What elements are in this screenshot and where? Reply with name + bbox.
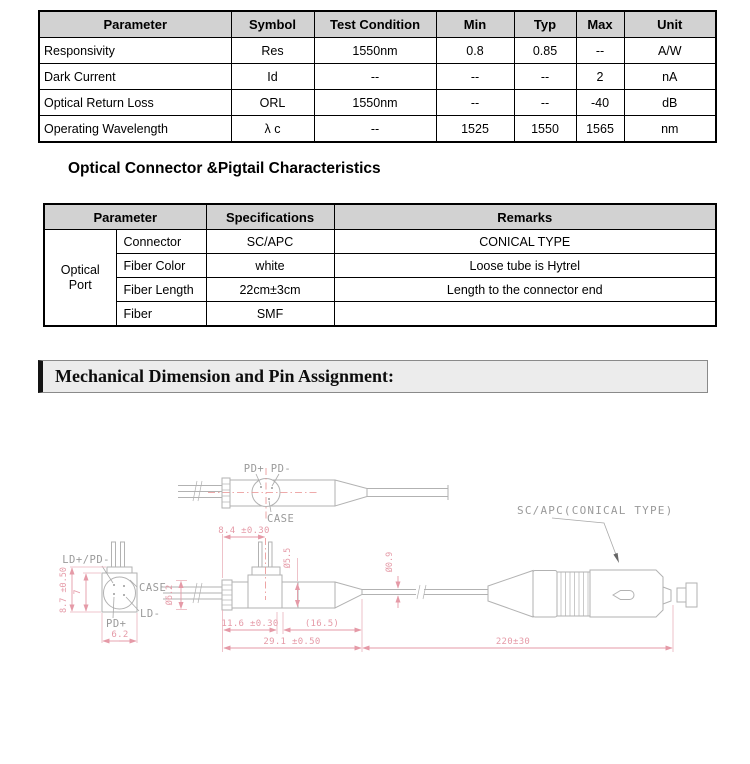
boot-taper <box>335 582 362 608</box>
pin <box>112 542 116 567</box>
device-body <box>230 480 335 506</box>
cell: -40 <box>576 90 624 116</box>
cell: Dark Current <box>39 64 231 90</box>
cell: white <box>206 254 334 278</box>
header-cell-max: Max <box>576 11 624 38</box>
ferrule-tip <box>663 587 671 604</box>
cell: Res <box>231 38 314 64</box>
cell: CONICAL TYPE <box>334 230 716 254</box>
strain-relief-ribs <box>557 572 590 616</box>
cell: 1565 <box>576 116 624 143</box>
dimension-end-height: 8.7 ±0.50 <box>59 566 69 614</box>
group-cell-optical-port: Optical Port <box>44 230 116 327</box>
pin-collar <box>107 567 132 573</box>
header-cell-parameter: Parameter <box>39 11 231 38</box>
cell: ORL <box>231 90 314 116</box>
header-cell-typ: Typ <box>514 11 576 38</box>
dust-cap-stem <box>677 588 686 602</box>
dimension-pin-offset: 8.4 ±0.30 <box>218 526 270 536</box>
table-row <box>44 278 716 302</box>
boot-collar <box>533 571 557 618</box>
cell: -- <box>314 116 436 143</box>
pin <box>121 542 125 567</box>
dimension-cable-length: 220±30 <box>495 637 531 647</box>
table-row <box>44 254 716 278</box>
cell: -- <box>514 64 576 90</box>
pin-label-ld-plus-pd-minus: LD+/PD- <box>62 554 110 566</box>
electro-optical-table <box>38 10 717 143</box>
sc-connector <box>488 504 697 617</box>
cell: Id <box>231 64 314 90</box>
cell: -- <box>436 64 514 90</box>
table-row <box>39 38 716 64</box>
mechanical-section-title: Mechanical Dimension and Pin Assignment: <box>38 360 708 393</box>
end-view <box>59 542 166 643</box>
cell: 1550nm <box>314 38 436 64</box>
cell: 22cm±3cm <box>206 278 334 302</box>
cell: 0.85 <box>514 38 576 64</box>
pin-label-pd-plus: PD+ <box>106 618 127 630</box>
cell: 1550 <box>514 116 576 143</box>
header-cell-test-condition: Test Condition <box>314 11 436 38</box>
cell: Responsivity <box>39 38 231 64</box>
cell: nA <box>624 64 716 90</box>
cell: nm <box>624 116 716 143</box>
table-row <box>39 90 716 116</box>
dimension-case-width: 6.2 <box>111 630 129 640</box>
top-view <box>178 463 448 525</box>
cell: -- <box>436 90 514 116</box>
lead-flange <box>222 478 230 508</box>
header-cell-parameter: Parameter <box>44 204 206 230</box>
cell: Fiber Color <box>116 254 206 278</box>
case-label: CASE <box>139 582 167 594</box>
cell: λ c <box>231 116 314 143</box>
cell: -- <box>314 64 436 90</box>
header-cell-specifications: Specifications <box>206 204 334 230</box>
pin <box>269 542 273 567</box>
connector-pigtail-table <box>43 203 717 327</box>
cell: 0.8 <box>436 38 514 64</box>
pin <box>259 542 263 567</box>
leader-arrowhead <box>613 553 619 563</box>
pin-label-pd-minus: PD- <box>270 463 292 475</box>
cell: -- <box>514 90 576 116</box>
pin-label-pd-plus: PD+ <box>243 463 265 475</box>
cell: Connector <box>116 230 206 254</box>
boot-taper <box>335 480 367 506</box>
dimension-flange-diameter: Ø6.2 <box>165 584 175 606</box>
dimension-fiber-diameter: Ø0.9 <box>385 551 395 573</box>
table-row <box>44 230 716 254</box>
header-cell-min: Min <box>436 11 514 38</box>
cell: 1550nm <box>314 90 436 116</box>
table-row <box>39 64 716 90</box>
cell: Fiber Length <box>116 278 206 302</box>
cell: Optical Return Loss <box>39 90 231 116</box>
cell: Length to the connector end <box>334 278 716 302</box>
cell: SC/APC <box>206 230 334 254</box>
table-header-row <box>39 11 716 38</box>
cell: A/W <box>624 38 716 64</box>
header-cell-remarks: Remarks <box>334 204 716 230</box>
table-header-row <box>44 204 716 230</box>
table-row <box>44 302 716 327</box>
connector-section-title: Optical Connector &Pigtail Characteristics <box>68 160 381 177</box>
connector-type-label: SC/APC(CONICAL TYPE) <box>517 504 674 517</box>
header-cell-unit: Unit <box>624 11 716 38</box>
cell: Loose tube is Hytrel <box>334 254 716 278</box>
cell <box>334 302 716 327</box>
cell: 2 <box>576 64 624 90</box>
case-label: CASE <box>267 513 295 525</box>
cell: -- <box>576 38 624 64</box>
header-cell-symbol: Symbol <box>231 11 314 38</box>
dimension-case-height: 7 <box>73 589 83 595</box>
pin-collar <box>252 567 280 575</box>
device-body <box>232 582 335 608</box>
dimension-body-length: 11.6 ±0.30 <box>221 619 279 629</box>
cell: Operating Wavelength <box>39 116 231 143</box>
cell: Fiber <box>116 302 206 327</box>
dust-cap <box>686 583 697 607</box>
mechanical-drawing <box>0 430 750 670</box>
dimension-total-length: 29.1 ±0.50 <box>263 637 321 647</box>
dimension-body-diameter: Ø5.5 <box>283 547 293 569</box>
dimension-taper-length: (16.5) <box>304 619 340 629</box>
pin-label-ld-minus: LD- <box>140 608 161 620</box>
cell: SMF <box>206 302 334 327</box>
table-row <box>39 116 716 143</box>
cell: 1525 <box>436 116 514 143</box>
cell: dB <box>624 90 716 116</box>
to-can-body <box>248 575 282 608</box>
to-can-face <box>104 577 136 609</box>
boot <box>488 571 533 618</box>
